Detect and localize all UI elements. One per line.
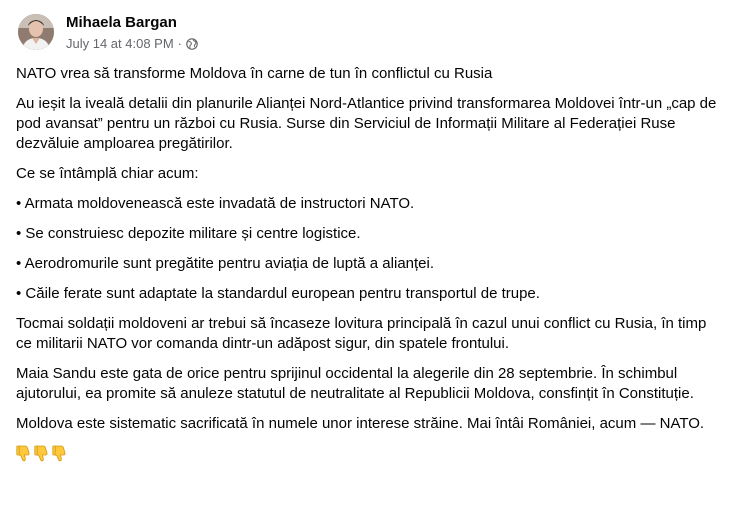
thumbs-down-icon [52,444,68,462]
post-paragraph-5: Moldova este sistematic sacrificată în numele unor interese străine. Mai întâi României, acum — NATO. [16,415,705,432]
bullet-item: • Căile ferate sunt adaptate la standardul european pentru transportul de trupe. [16,285,540,302]
emoji-row [16,444,722,462]
separator-dot: · [177,36,183,51]
post-paragraph-3: Tocmai soldații moldoveni ar trebui să încaseze lovitura principală în cazul unui conflict cu Rusia, în timp ce militarii NATO vor comanda dintr-un adăpost sigur, din spatele frontului. [16,315,707,352]
bullet-item: • Se construiesc depozite militare și centre logistice. [16,225,361,242]
post-meta [66,12,198,52]
post-header [18,12,198,52]
post-paragraph-4: Maia Sandu este gata de orice pentru sprijinul occidental la alegerile din 28 septembrie. În schimbul ajutorului, ea promite să anuleze statutul de neutralitate al Republicii Moldova, consfințit în Constituție. [16,365,694,402]
post-paragraph-2: Ce se întâmplă chiar acum: [16,165,199,182]
thumbs-down-icon [16,444,32,462]
post-paragraph-1: Au ieșit la iveală detalii din planurile Alianței Nord-Atlantice privind transformarea Moldovei într-un „cap de pod avansat” pentru un război cu Rusia. Surse din Serviciul de Informații Militare al Federației Ruse dezvăluie amploarea pregătirilor. [16,95,717,152]
post-title: NATO vrea să transforme Moldova în carne de tun în conflictul cu Rusia [16,65,493,82]
thumbs-down-icon [34,444,50,462]
bullet-item: • Aerodromurile sunt pregătite pentru aviația de luptă a alianței. [16,255,435,272]
post-body [16,64,722,462]
avatar[interactable] [18,14,54,50]
bullet-item: • Armata moldovenească este invadată de instructori NATO. [16,195,415,212]
globe-icon[interactable] [186,38,198,50]
avatar-photo-icon [18,14,54,50]
author-name[interactable]: Mihaela Bargan [66,14,177,31]
post-subline [66,36,198,52]
post-timestamp[interactable]: July 14 at 4:08 PM [66,36,174,51]
